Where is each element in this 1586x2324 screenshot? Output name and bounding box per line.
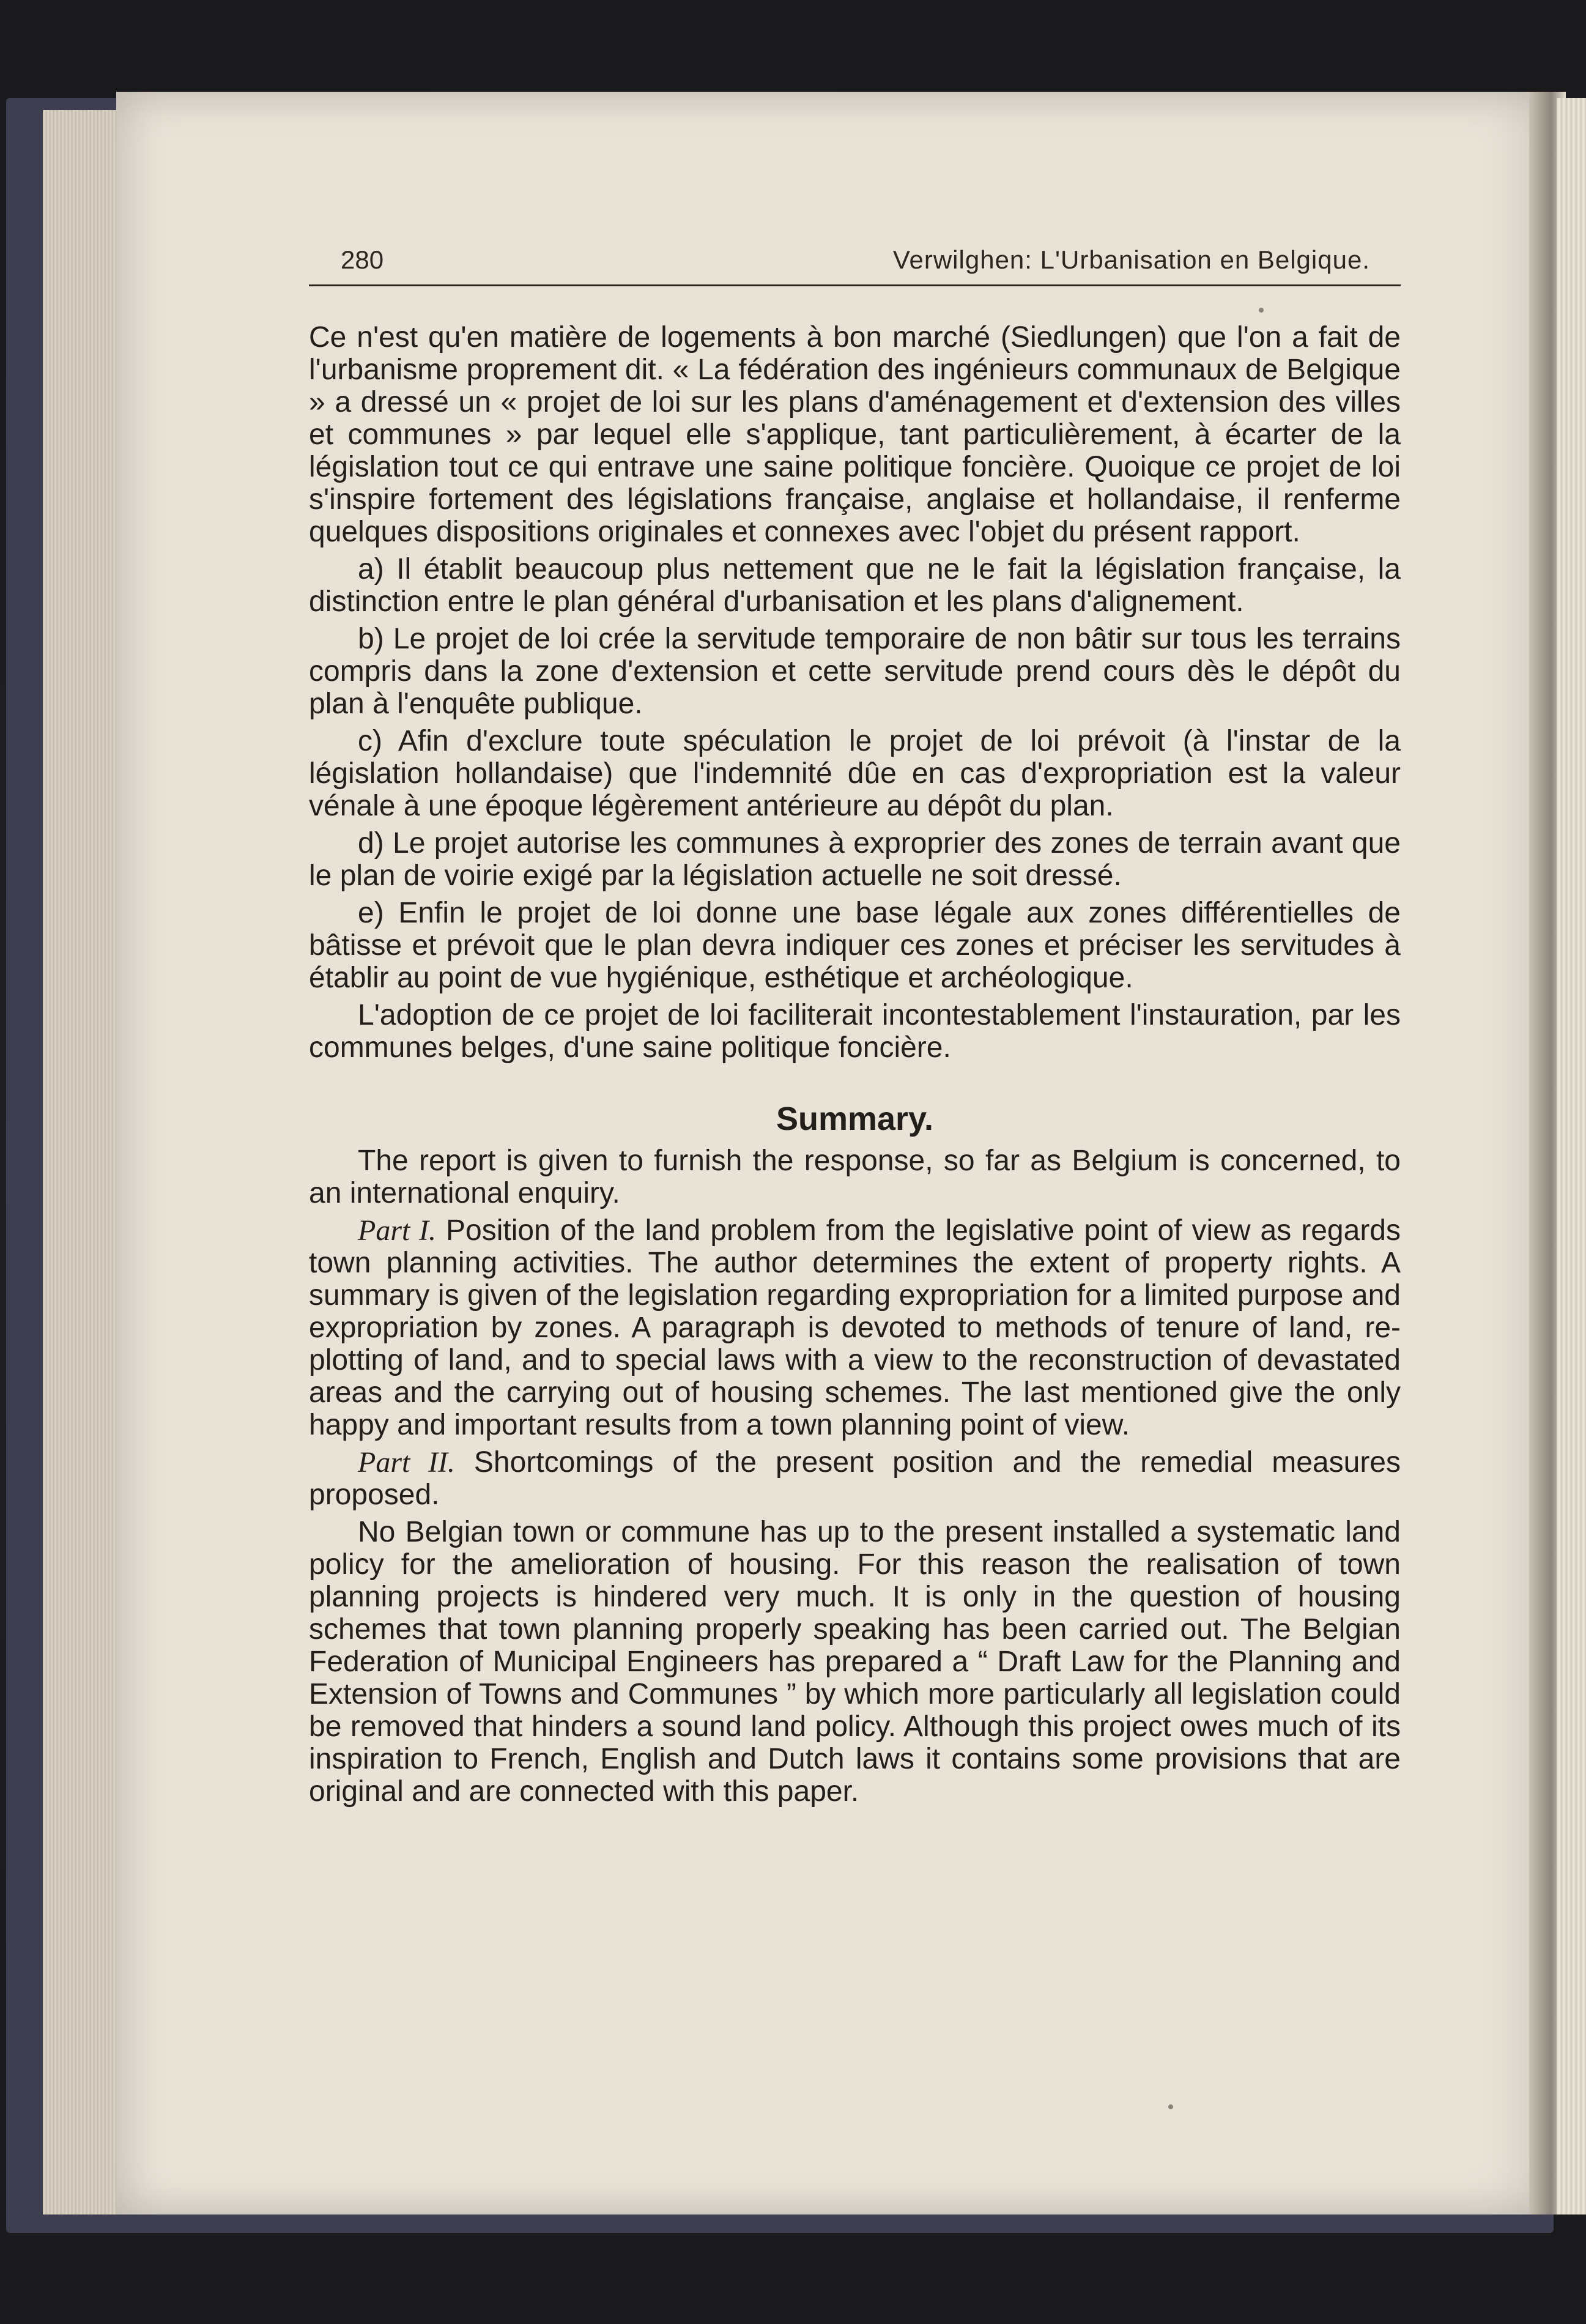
- part-2-text: Shortcomings of the present position and the remedial measures proposed.: [309, 1446, 1401, 1511]
- part-1-label: Part I.: [358, 1214, 437, 1247]
- paper-fleck: [1259, 308, 1264, 313]
- page-number: 280: [341, 245, 384, 274]
- running-header: [309, 242, 1401, 286]
- paragraph: d) Le projet autorise les communes à exproprier des zones de terrain avant que le plan de voirie exigé par la législation actuelle ne soit dressé.: [309, 827, 1401, 892]
- running-title: Verwilghen: L'Urbanisation en Belgique.: [892, 245, 1370, 274]
- paragraph: a) Il établit beaucoup plus nettement que ne le fait la législation française, la distinction entre le plan général d'urbanisation et les plans d'alignement.: [309, 553, 1401, 618]
- summary-part-2: [309, 1446, 1401, 1511]
- summary-closing: No Belgian town or commune has up to the present installed a systematic land policy for the amelioration of housing. For this reason the realisation of town planning projects is hindered very much. It is only in the question of housing schemes that town planning properly speaking has been carried out. The Belgian Federation of Municipal Engineers has prepared a “ Draft Law for the Planning and Extension of Towns and Communes ” by which more particularly all legislation could be removed that hinders a sound land policy. Although this project owes much of its inspiration to French, English and Dutch laws it contains some provisions that are original and are connected with this paper.: [309, 1516, 1401, 1808]
- paragraph: c) Afin d'exclure toute spéculation le projet de loi prévoit (à l'instar de la législation hollandaise) que l'indemnité dûe en cas d'expropriation est la valeur vénale à une époque légèrement antérieure au dépôt du plan.: [309, 725, 1401, 822]
- paragraph: b) Le projet de loi crée la servitude temporaire de non bâtir sur tous les terrains compris dans la zone d'extension et cette servitude prend cours dès le dépôt du plan à l'enquête publique.: [309, 623, 1401, 720]
- page-body: [309, 321, 1401, 1813]
- part-2-label: Part II.: [358, 1446, 455, 1479]
- page-edges-left: [43, 110, 122, 2214]
- summary-part-1: [309, 1214, 1401, 1441]
- paper-fleck: [1168, 2104, 1173, 2109]
- paragraph: Ce n'est qu'en matière de logements à bon marché (Siedlungen) que l'on a fait de l'urbanisme proprement dit. « La fédération des ingénieurs communaux de Belgique » a dressé un « projet de loi sur les plans d'aménagement et d'extension des villes et communes » par lequel elle s'applique, tant particulièrement, à écarter de la législation tout ce qui entrave une saine politique foncière. Quoique ce projet de loi s'inspire fortement des législations française, anglaise et hollandaise, il renferme quelques dispositions originales et connexes avec l'objet du présent rapport.: [309, 321, 1401, 548]
- part-1-text: Position of the land problem from the legislative point of view as regards town planning activities. The author determines the extent of property rights. A summary is given of the legislation regarding expropriation for a limited purpose and expropriation by zones. A paragraph is devoted to methods of tenure of land, re-plotting of land, and to special laws with a view to the reconstruction of devastated areas and the carrying out of housing schemes. The last mentioned give the only happy and important results from a town planning point of view.: [309, 1214, 1401, 1441]
- page-edges-right: [1557, 98, 1586, 2214]
- paragraph: e) Enfin le projet de loi donne une base légale aux zones différentielles de bâtisse et prévoit que le plan devra indiquer ces zones et préciser les servitudes à établir au point de vue hygiénique, esthétique et archéologique.: [309, 897, 1401, 994]
- paragraph: L'adoption de ce projet de loi faciliterait incontestablement l'instauration, par les communes belges, d'une saine politique foncière.: [309, 999, 1401, 1064]
- summary-heading: Summary.: [776, 1101, 934, 1137]
- summary-intro: The report is given to furnish the response, so far as Belgium is concerned, to an international enquiry.: [309, 1145, 1401, 1209]
